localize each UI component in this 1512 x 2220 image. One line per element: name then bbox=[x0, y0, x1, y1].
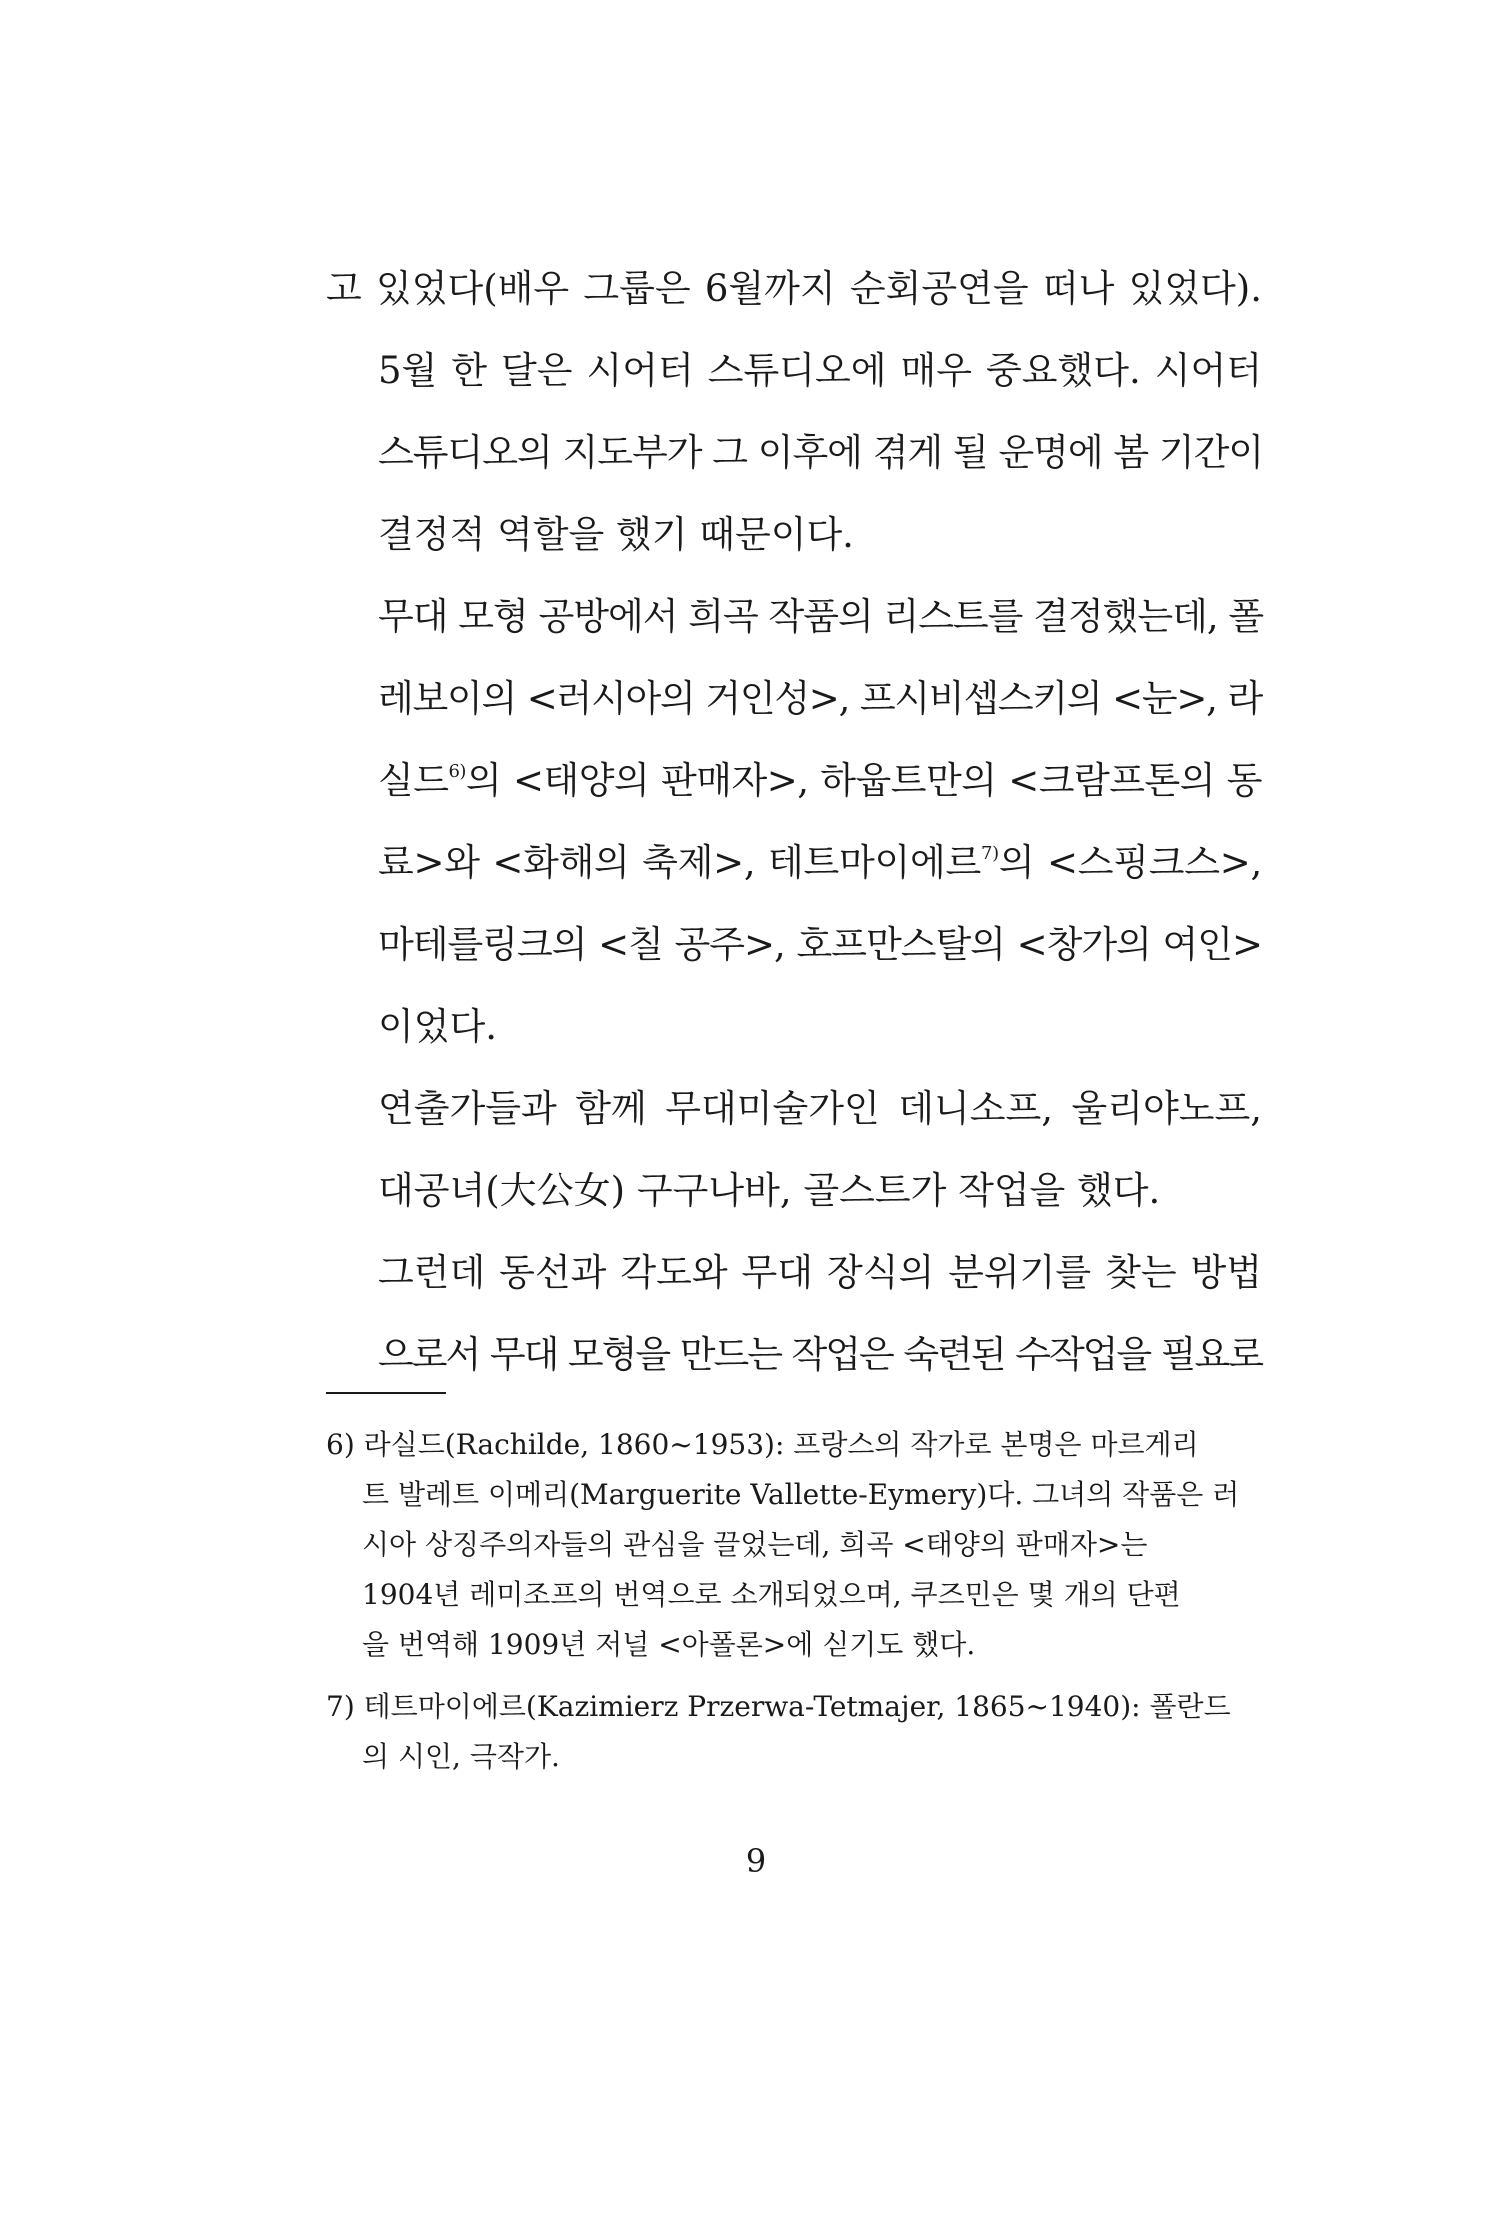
text-line: 으로서 무대 모형을 만드는 작업은 숙련된 수작업을 필요로 bbox=[378, 1333, 1262, 1376]
text-line: 대공녀(大公女) 구구나바, 골스트가 작업을 했다. bbox=[378, 1169, 1161, 1212]
footnote-line: 시아 상징주의자들의 관심을 끌었는데, 희곡 <태양의 판매자>는 bbox=[362, 1528, 1148, 1561]
text-line: 스튜디오의 지도부가 그 이후에 겪게 될 운명에 봄 기간이 bbox=[378, 431, 1264, 474]
text-line: 5월 한 달은 시어터 스튜디오에 매우 중요했다. 시어터 bbox=[378, 349, 1262, 392]
text-line: 결정적 역할을 했기 때문이다. bbox=[378, 513, 854, 556]
footnote-6 bbox=[326, 1420, 1262, 1670]
page-number: 9 bbox=[745, 1842, 767, 1880]
footnote-line: 의 시인, 극작가. bbox=[362, 1740, 560, 1773]
footnote-line: 1904년 레미조프의 번역으로 소개되었으며, 쿠즈민은 몇 개의 단편 bbox=[362, 1578, 1181, 1611]
text-line: 이었다. bbox=[378, 1005, 497, 1048]
body-text bbox=[326, 248, 1262, 1396]
text-line: 레보이의 <러시아의 거인성>, 프시비셉스키의 <눈>, 라 bbox=[378, 677, 1262, 720]
paragraph-3 bbox=[326, 576, 1262, 1068]
text-line bbox=[326, 740, 1262, 822]
text-line: 연출가들과 함께 무대미술가인 데니소프, 울리야노프, bbox=[378, 1087, 1262, 1130]
paragraph-1 bbox=[326, 248, 1262, 330]
footnote-mark-7: 7) bbox=[980, 843, 999, 864]
paragraph-5 bbox=[326, 1232, 1262, 1396]
text-line: 그런데 동선과 각도와 무대 장식의 분위기를 찾는 방법 bbox=[378, 1251, 1262, 1294]
footnotes bbox=[326, 1420, 1262, 1794]
footnote-divider bbox=[326, 1392, 446, 1394]
text-line: 무대 모형 공방에서 희곡 작품의 리스트를 결정했는데, 폴 bbox=[378, 595, 1264, 638]
paragraph-2 bbox=[326, 330, 1262, 576]
footnote-7 bbox=[326, 1682, 1262, 1782]
text-segment: 의 <태양의 판매자>, 하웁트만의 <크람프톤의 동 bbox=[465, 759, 1262, 802]
text-line bbox=[326, 822, 1262, 904]
text-segment: 실드 bbox=[378, 759, 449, 802]
footnote-mark-6: 6) bbox=[448, 761, 466, 782]
paragraph-4 bbox=[326, 1068, 1262, 1232]
footnote-line: 트 발레트 이메리(Marguerite Vallette-Eymery)다. 그녀의 작품은 러 bbox=[362, 1478, 1240, 1511]
text-line: 고 있었다(배우 그룹은 6월까지 순회공연을 떠나 있었다). bbox=[326, 267, 1262, 310]
text-segment: 료>와 <화해의 축제>, 테트마이에르 bbox=[378, 841, 981, 884]
footnote-line: 을 번역해 1909년 저널 <아폴론>에 싣기도 했다. bbox=[362, 1628, 976, 1661]
footnote-line: 7) 테트마이에르(Kazimierz Przerwa-Tetmajer, 1865~1940): 폴란드 bbox=[326, 1690, 1231, 1723]
text-segment: 의 <스핑크스>, bbox=[998, 841, 1262, 884]
text-line: 마테를링크의 <칠 공주>, 호프만스탈의 <창가의 여인> bbox=[378, 923, 1262, 966]
footnote-line: 6) 라실드(Rachilde, 1860~1953): 프랑스의 작가로 본명은 마르게리 bbox=[326, 1428, 1199, 1461]
